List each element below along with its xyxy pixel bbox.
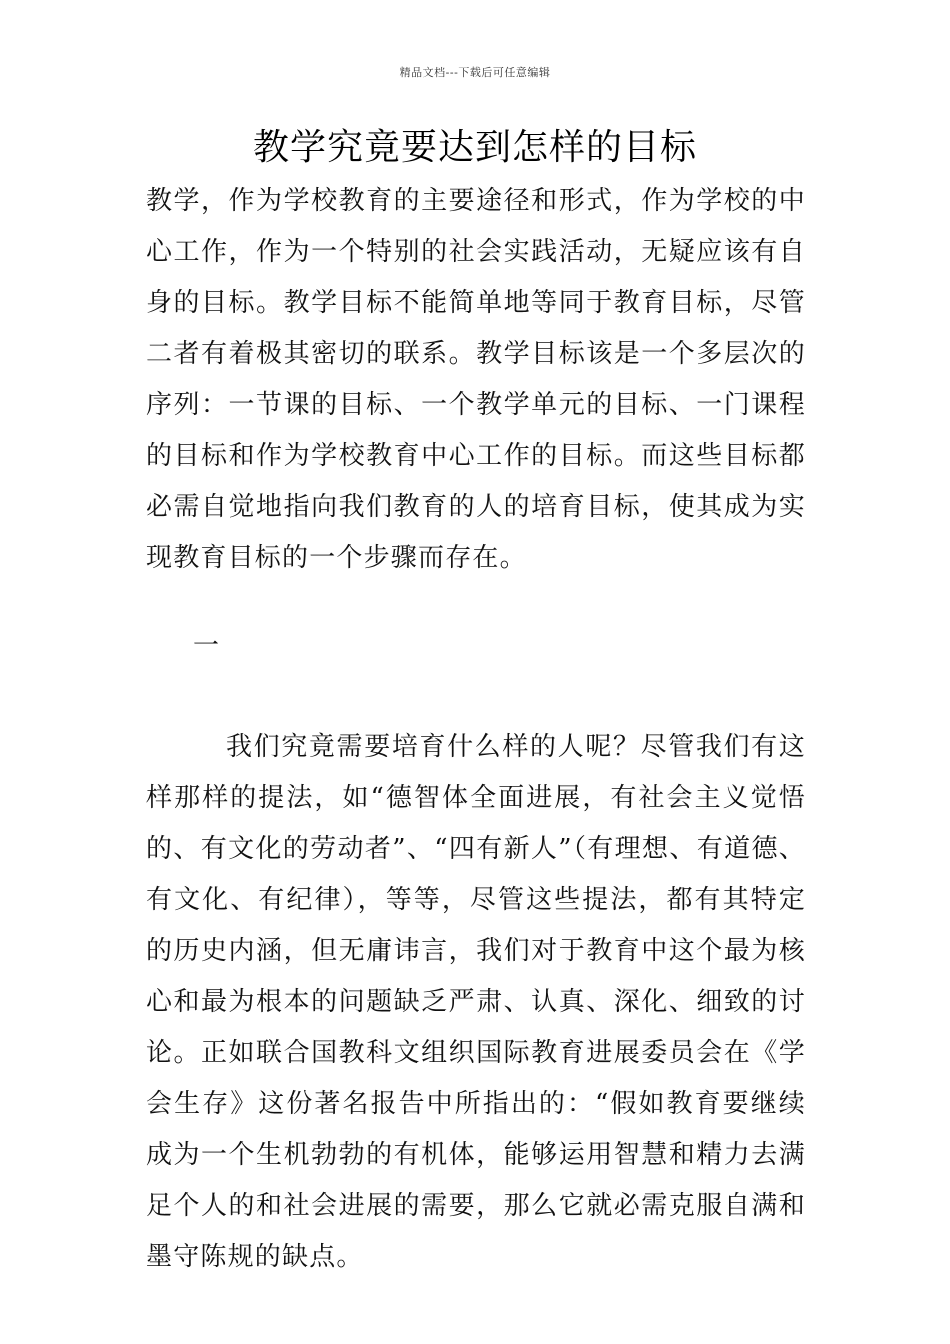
document-title: 教学究竟要达到怎样的目标 <box>252 127 697 168</box>
body-paragraph-2: 我们究竟需要培育什么样的人呢？尽管我们有这样那样的提法，如“德智体全面进展，有社会主义觉悟的、有文化的劳动者”、“四有新人”（有理想、有道德、有文化、有纪律），等等，尽管这些提法，都有其特定的历史内涵，但无庸讳言，我们对于教育中这个最为核心和最为根本的问题缺乏严肃、认真、深化、细致的讨论。正如联合国教科文组织国际教育进展委员会在《学会生存》这份著名报告中所指出的：“假如教育要继续成为一个生机勃勃的有机体，能够运用智慧和精力去满足个人的和社会进展的需要，那么它就必需克服自满和墨守陈规的缺点。 <box>146 732 806 1272</box>
header-note: 精品文档---下载后可任意编辑 <box>399 66 551 79</box>
section-number: 一 <box>193 631 220 661</box>
body-paragraph-1: 教学，作为学校教育的主要途径和形式，作为学校的中心工作，作为一个特别的社会实践活动，无疑应该有自身的目标。教学目标不能简单地等同于教育目标，尽管二者有着极其密切的联系。教学目标该是一个多层次的序列：一节课的目标、一个教学单元的目标、一门课程的目标和作为学校教育中心工作的目标。而这些目标都必需自觉地指向我们教育的人的培育目标，使其成为实现教育目标的一个步骤而存在。 <box>146 186 806 573</box>
